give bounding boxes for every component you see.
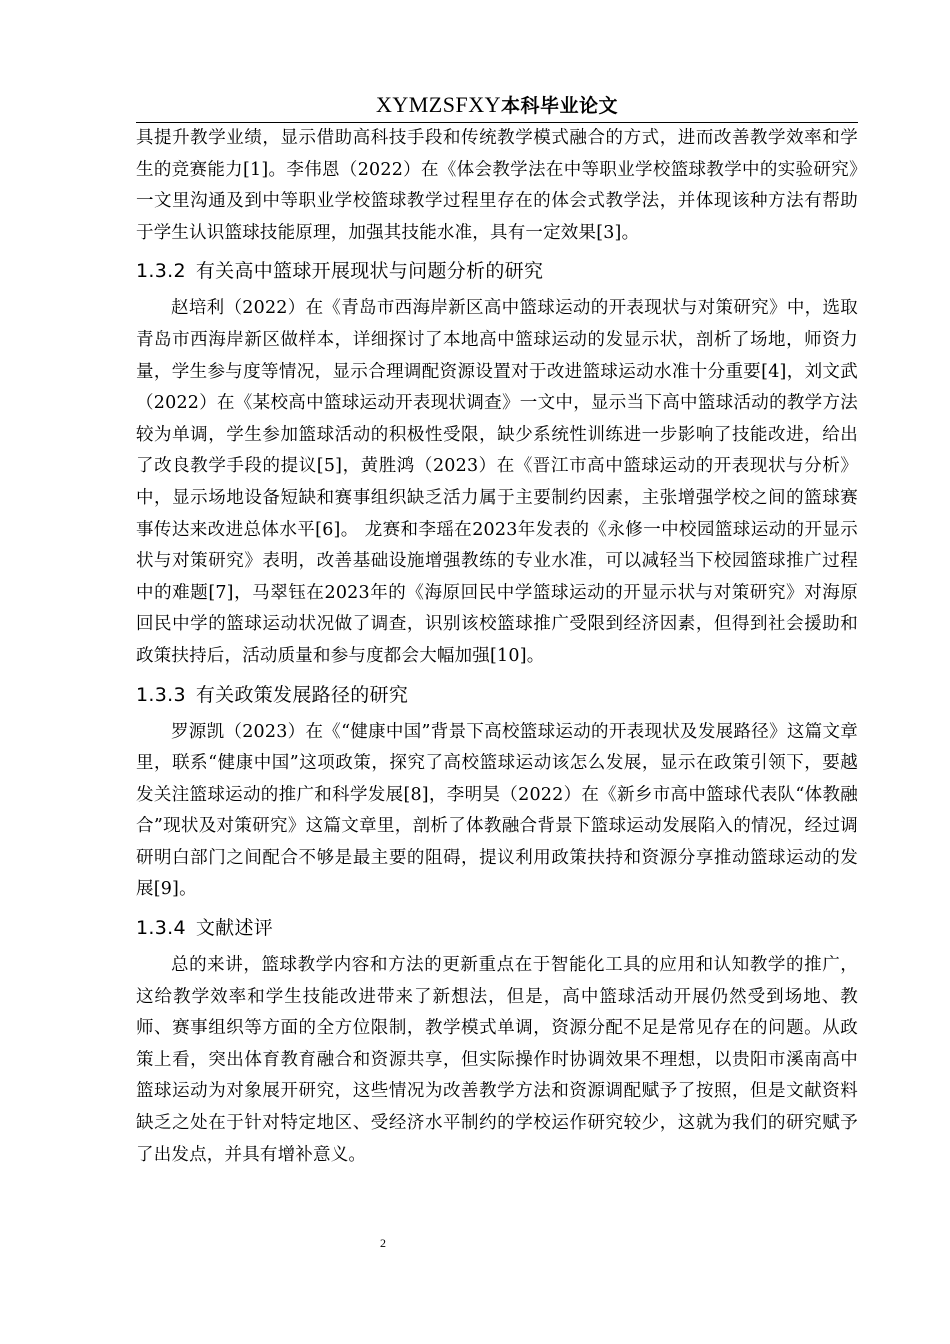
section-title: 有关高中篮球开展现状与问题分析的研究 — [195, 260, 544, 283]
section-title: 有关政策发展路径的研究 — [195, 683, 409, 706]
section-number: 1.3.3 — [136, 683, 186, 706]
section-number: 1.3.4 — [136, 917, 186, 940]
section-paragraph-1-3-4: 总的来讲，篮球教学内容和方法的更新重点在于智能化工具的应用和认知教学的推广，这给教学效率和学生技能改进带来了新想法，但是，高中篮球活动开展仍然受到场地、教师、赛事组织等方面的全方位限制，教学模式单调，资源分配不足是常见存在的问题。从政策上看，突出体育教育融合和资源共享，但实际操作时协调效果不理想，以贵阳市溪南高中篮球运动为对象展开研究，这些情况为改善教学方法和资源调配赋予了按照，但是文献资料缺乏之处在于针对特定地区、受经济水平制约的学校运作研究较少，这就为我们的研究赋予了出发点，并具有增补意义。 — [136, 955, 858, 1165]
header-latin: XYMZSFXY — [375, 92, 501, 117]
section-heading-1-3-4 — [136, 910, 858, 946]
header-title: 本科毕业论文 — [501, 95, 619, 117]
page-body — [136, 123, 858, 1171]
section-paragraph-1-3-3: 罗源凯（2023）在《“健康中国”背景下高校篮球运动的开表现状及发展路径》这篇文章里，联系“健康中国”这项政策，探究了高校篮球运动该怎么发展，显示在政策引领下，要越发关注篮球运动的推广和科学发展[8]，李明昊（2022）在《新乡市高中篮球代表队“体教融合”现状及对策研究》这篇文章里，剖析了体教融合背景下篮球运动发展陷入的情况，经过调研明白部门之间配合不够是最主要的阻碍，提议利用政策扶持和资源分享推动篮球运动的发展[9]。 — [136, 721, 858, 900]
page-header — [136, 88, 858, 123]
intro-paragraph: 具提升教学业绩，显示借助高科技手段和传统教学模式融合的方式，进而改善教学效率和学生的竞赛能力[1]。李伟恩（2022）在《体会教学法在中等职业学校篮球教学中的实验研究》一文里沟通及到中等职业学校篮球教学过程里存在的体会式教学法，并体现该种方法有帮助于学生认识篮球技能原理，加强其技能水准，具有一定效果[3]。 — [136, 128, 858, 243]
section-heading-1-3-3 — [136, 677, 858, 713]
page-number: 2 — [380, 1236, 386, 1250]
section-title: 文献述评 — [195, 917, 274, 940]
section-heading-1-3-2 — [136, 253, 858, 289]
section-number: 1.3.2 — [136, 260, 186, 283]
section-paragraph-1-3-2: 赵培利（2022）在《青岛市西海岸新区高中篮球运动的开表现状与对策研究》中，选取青岛市西海岸新区做样本，详细探讨了本地高中篮球运动的发显示状，剖析了场地，师资力量，学生参与度等情况，显示合理调配资源设置对于改进篮球运动水准十分重要[4]，刘文武（2022）在《某校高中篮球运动开表现状调查》一文中，显示当下高中篮球活动的教学方法较为单调，学生参加篮球活动的积极性受限，缺少系统性训练进一步影响了技能改进，给出了改良教学手段的提议[5]，黄胜鸿（2023）在《晋江市高中篮球运动的开表现状与分析》中，显示场地设备短缺和赛事组织缺乏活力属于主要制约因素，主张增强学校之间的篮球赛事传达来改进总体水平[6]。 龙赛和李瑶在2023年发表的《永修一中校园篮球运动的开显示状与对策研究》表明，改善基础设施增强教练的专业水准，可以减轻当下校园篮球推广过程中的难题[7]，马翠钰在2023年的《海原回民中学篮球运动的开显示状与对策研究》对海原回民中学的篮球运动状况做了调查，识别该校篮球推广受限到经济因素，但得到社会援助和政策扶持后，活动质量和参与度都会大幅加强[10]。 — [136, 298, 858, 666]
